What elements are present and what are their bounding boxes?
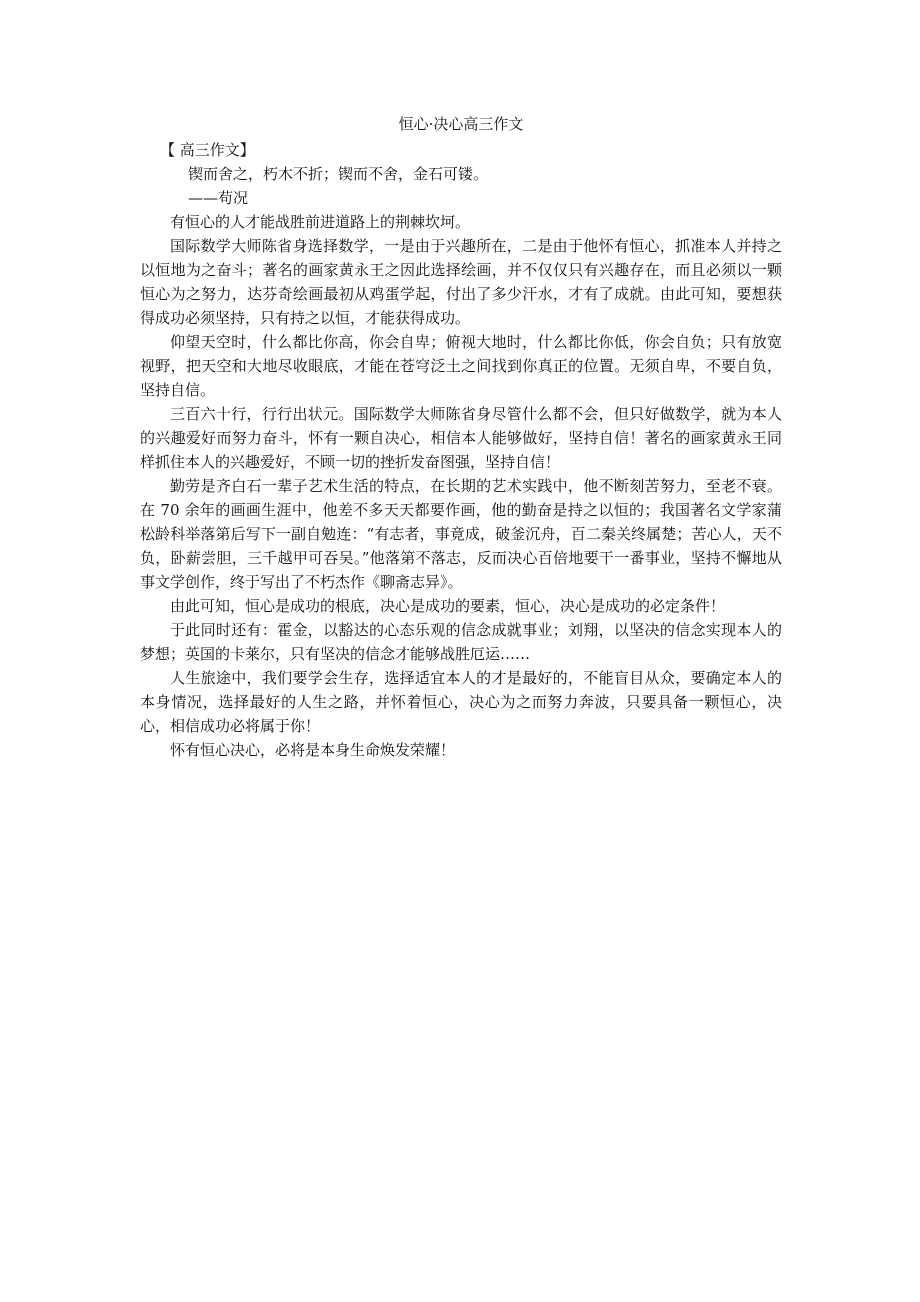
document-body — [140, 112, 782, 762]
paragraph: 于此同时还有：霍金，以豁达的心态乐观的信念成就事业；刘翔，以坚决的信念实现本人的梦想；英国的卡莱尔，只有坚决的信念才能够战胜厄运…… — [140, 621, 782, 663]
paragraph: 有恒心的人才能战胜前进道路上的荆棘坎坷。 — [170, 213, 471, 231]
document-title: 恒心·决心高三作文 — [398, 115, 524, 133]
category-tag: 【 高三作文】 — [160, 141, 255, 159]
paragraph: 勤劳是齐白石一辈子艺术生活的特点，在长期的艺术实践中，他不断刻苦努力，至老不衰。在 70 余年的画画生涯中，他差不多天天都要作画，他的勤奋是持之以恒的；我国著名文学家蒲松龄科举落第后写下一副自勉连：“有志者，事竟成，破釜沉舟，百二秦关终属楚；苦心人，天不负，卧薪尝胆，三千越甲可吞吴。”他落第不落志，反而决心百倍地要干一番事业，坚持不懈地从事文学创作，终于写出了不朽杰作《聊斋志异》。 — [140, 477, 782, 591]
epigraph-quote: 锲而舍之，朽木不折；锲而不舍，金石可镂。 — [188, 165, 489, 183]
epigraph-attribution: ——苟况 — [188, 189, 249, 207]
paragraph: 人生旅途中，我们要学会生存，选择适宜本人的才是最好的，不能盲目从众，要确定本人的本身情况，选择最好的人生之路，并怀着恒心，决心为之而努力奔波，只要具备一颗恒心，决心，相信成功必将属于你！ — [140, 669, 782, 735]
paragraph: 怀有恒心决心，必将是本身生命焕发荣耀！ — [170, 741, 456, 759]
paragraph: 国际数学大师陈省身选择数学，一是由于兴趣所在，二是由于他怀有恒心，抓准本人并持之以恒地为之奋斗；著名的画家黄永王之因此选择绘画，并不仅仅只有兴趣存在，而且必须以一颗恒心为之努力，达芬奇绘画最初从鸡蛋学起，付出了多少汗水，才有了成就。由此可知，要想获得成功必须坚持，只有持之以恒，才能获得成功。 — [140, 237, 782, 327]
paragraph: 由此可知，恒心是成功的根底，决心是成功的要素，恒心，决心是成功的必定条件！ — [170, 597, 726, 615]
paragraph: 仰望天空时，什么都比你高，你会自卑；俯视大地时，什么都比你低，你会自负；只有放宽视野，把天空和大地尽收眼底，才能在苍穹泛土之间找到你真正的位置。无须自卑，不要自负，坚持自信。 — [140, 333, 782, 399]
paragraph: 三百六十行，行行出状元。国际数学大师陈省身尽管什么都不会，但只好做数学，就为本人的兴趣爱好而努力奋斗，怀有一颗自决心，相信本人能够做好，坚持自信！著名的画家黄永王同样抓住本人的兴趣爱好，不顾一切的挫折发奋图强，坚持自信！ — [140, 405, 782, 471]
